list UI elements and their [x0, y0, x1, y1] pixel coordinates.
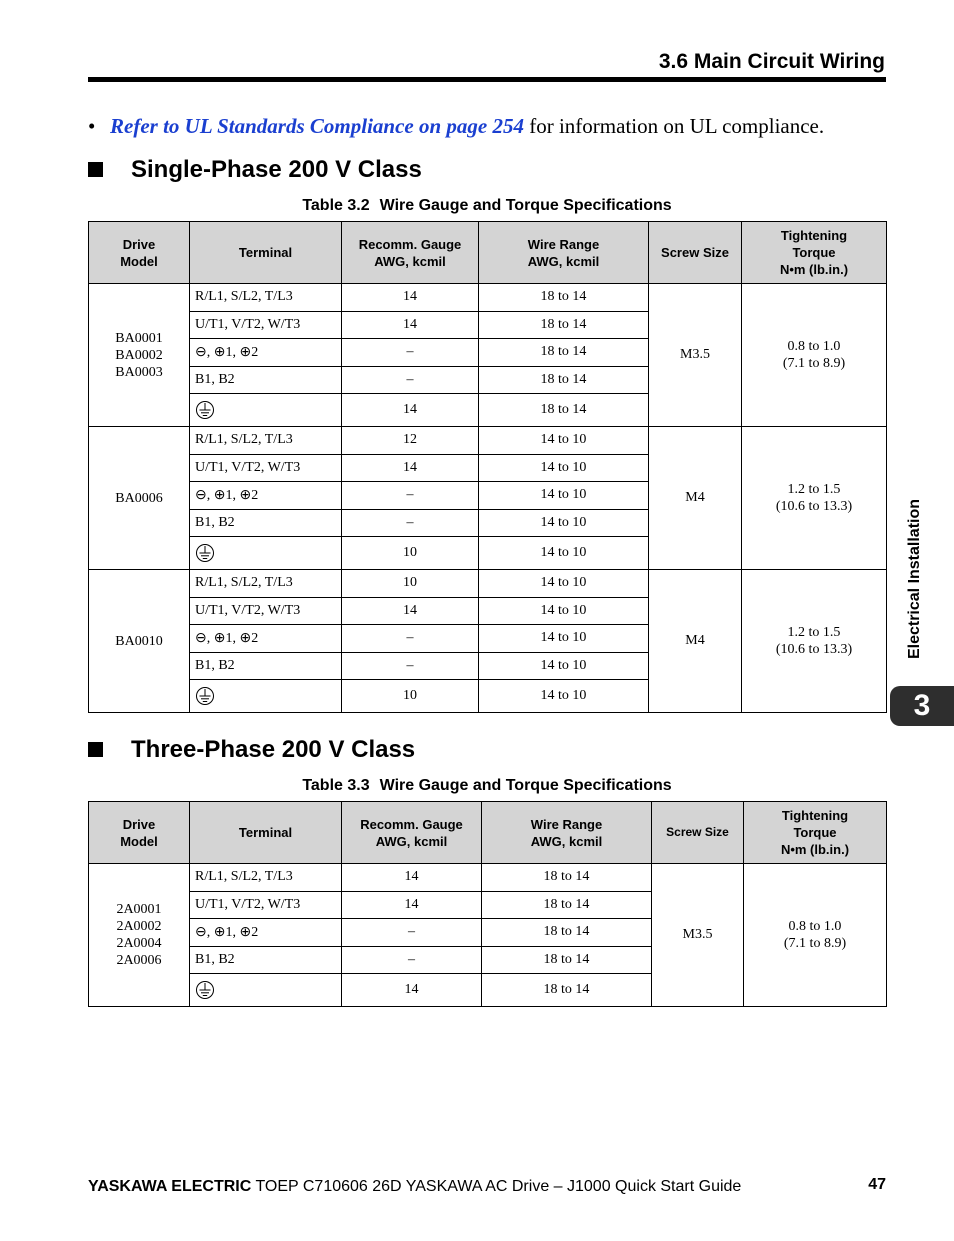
bullet: •: [88, 114, 96, 138]
terminal-cell: U/T1, V/T2, W/T3: [190, 891, 342, 919]
wire-range-cell: 18 to 14: [479, 311, 649, 339]
wire-range-header: Wire Range AWG, kcmil: [482, 802, 652, 864]
table-title: Wire Gauge and Torque Specifications: [379, 777, 672, 794]
ground-icon: [195, 543, 215, 563]
table-number: Table 3.2: [302, 197, 370, 214]
terminal-cell: B1, B2: [190, 366, 342, 394]
recomm-gauge-cell: 12: [342, 427, 479, 455]
recomm-gauge-cell: 10: [342, 680, 479, 713]
wire-range-cell: 14 to 10: [479, 625, 649, 653]
recomm-gauge-cell: 10: [342, 537, 479, 570]
terminal-cell: R/L1, S/L2, T/L3: [190, 570, 342, 598]
table-title: Wire Gauge and Torque Specifications: [379, 197, 672, 214]
terminal-cell: ⊖, ⊕1, ⊕2: [190, 482, 342, 510]
table-caption-3-2: [0, 197, 954, 215]
wire-range-cell: 14 to 10: [479, 652, 649, 680]
terminal-cell: U/T1, V/T2, W/T3: [190, 597, 342, 625]
wire-range-header: Wire Range AWG, kcmil: [479, 222, 649, 284]
terminal-cell: [190, 680, 342, 713]
screw-size-cell: M4: [649, 427, 742, 570]
recomm-gauge-cell: 10: [342, 570, 479, 598]
terminal-cell: B1, B2: [190, 946, 342, 974]
terminal-cell: B1, B2: [190, 509, 342, 537]
ground-icon: [195, 980, 215, 1000]
recomm-gauge-cell: 14: [342, 454, 479, 482]
footer: [88, 1178, 741, 1196]
note-text: for information on UL compliance.: [523, 114, 825, 138]
tightening-torque-cell: 1.2 to 1.5 (10.6 to 13.3): [742, 570, 887, 713]
recomm-gauge-cell: 14: [342, 311, 479, 339]
page-header-title: 3.6 Main Circuit Wiring: [658, 50, 885, 73]
recomm-gauge-cell: –: [342, 652, 479, 680]
recomm-gauge-cell: –: [342, 625, 479, 653]
drive-model-header: Drive Model: [89, 222, 190, 284]
tightening-torque-cell: 1.2 to 1.5 (10.6 to 13.3): [742, 427, 887, 570]
terminal-cell: [190, 394, 342, 427]
recomm-gauge-cell: 14: [342, 284, 479, 312]
recomm-gauge-cell: –: [342, 946, 482, 974]
table-number: Table 3.3: [302, 777, 370, 794]
wire-range-cell: 14 to 10: [479, 537, 649, 570]
side-tab-label: Electrical Installation: [906, 498, 923, 660]
square-bullet-icon: [88, 742, 103, 757]
wire-range-cell: 14 to 10: [479, 509, 649, 537]
footer-brand: YASKAWA ELECTRIC: [88, 1178, 252, 1195]
recomm-gauge-cell: –: [342, 366, 479, 394]
screw-size-cell: M3.5: [652, 864, 744, 1007]
recomm-gauge-cell: 14: [342, 864, 482, 892]
recomm-gauge-cell: –: [342, 509, 479, 537]
wire-range-cell: 18 to 14: [482, 864, 652, 892]
ground-icon: [195, 686, 215, 706]
wire-range-cell: 14 to 10: [479, 454, 649, 482]
tightening-torque-header: Tightening Torque N•m (lb.in.): [742, 222, 887, 284]
tightening-torque-header: Tightening Torque N•m (lb.in.): [744, 802, 887, 864]
drive-model-cell: BA0010: [89, 570, 190, 713]
wire-range-cell: 14 to 10: [479, 680, 649, 713]
drive-model-header: Drive Model: [89, 802, 190, 864]
terminal-cell: ⊖, ⊕1, ⊕2: [190, 625, 342, 653]
ul-compliance-note: [88, 114, 824, 139]
section-heading-text: Single-Phase 200 V Class: [131, 156, 422, 183]
recomm-gauge-cell: 14: [342, 597, 479, 625]
screw-size-header: Screw Size: [652, 802, 744, 864]
page-number: 47: [868, 1176, 886, 1193]
wire-range-cell: 18 to 14: [482, 919, 652, 947]
wire-range-cell: 18 to 14: [479, 394, 649, 427]
terminal-cell: [190, 537, 342, 570]
ul-standards-link[interactable]: Refer to UL Standards Compliance on page 254: [110, 114, 524, 138]
wire-range-cell: 14 to 10: [479, 482, 649, 510]
wire-range-cell: 18 to 14: [479, 284, 649, 312]
wire-range-cell: 18 to 14: [479, 339, 649, 367]
terminal-cell: B1, B2: [190, 652, 342, 680]
tightening-torque-cell: 0.8 to 1.0 (7.1 to 8.9): [744, 864, 887, 1007]
drive-model-cell: 2A0001 2A0002 2A0004 2A0006: [89, 864, 190, 1007]
terminal-cell: R/L1, S/L2, T/L3: [190, 864, 342, 892]
recomm-gauge-header: Recomm. Gauge AWG, kcmil: [342, 802, 482, 864]
wire-gauge-table-three-phase: [88, 801, 887, 1007]
section-heading-text: Three-Phase 200 V Class: [131, 736, 416, 763]
tightening-torque-cell: 0.8 to 1.0 (7.1 to 8.9): [742, 284, 887, 427]
wire-range-cell: 18 to 14: [479, 366, 649, 394]
terminal-cell: R/L1, S/L2, T/L3: [190, 427, 342, 455]
table-row: [89, 570, 887, 598]
terminal-cell: [190, 974, 342, 1007]
screw-size-header: Screw Size: [649, 222, 742, 284]
square-bullet-icon: [88, 162, 103, 177]
wire-range-cell: 18 to 14: [482, 946, 652, 974]
recomm-gauge-cell: 14: [342, 394, 479, 427]
screw-size-cell: M3.5: [649, 284, 742, 427]
wire-gauge-table-single-phase: [88, 221, 887, 713]
recomm-gauge-cell: –: [342, 919, 482, 947]
recomm-gauge-cell: –: [342, 339, 479, 367]
screw-size-cell: M4: [649, 570, 742, 713]
table-header-row: [89, 222, 887, 284]
section-heading-single-phase: [88, 156, 422, 184]
wire-range-cell: 18 to 14: [482, 891, 652, 919]
table-caption-3-3: [0, 777, 954, 795]
table-header-row: [89, 802, 887, 864]
table-row: [89, 427, 887, 455]
wire-range-cell: 14 to 10: [479, 570, 649, 598]
recomm-gauge-cell: 14: [342, 974, 482, 1007]
wire-range-cell: 14 to 10: [479, 597, 649, 625]
chapter-tab: 3: [890, 686, 954, 726]
drive-model-cell: BA0006: [89, 427, 190, 570]
recomm-gauge-cell: 14: [342, 891, 482, 919]
drive-model-cell: BA0001 BA0002 BA0003: [89, 284, 190, 427]
ground-icon: [195, 400, 215, 420]
terminal-header: Terminal: [190, 802, 342, 864]
footer-doc: TOEP C710606 26D YASKAWA AC Drive – J1000 Quick Start Guide: [251, 1178, 742, 1195]
wire-range-cell: 18 to 14: [482, 974, 652, 1007]
terminal-cell: U/T1, V/T2, W/T3: [190, 454, 342, 482]
terminal-header: Terminal: [190, 222, 342, 284]
recomm-gauge-cell: –: [342, 482, 479, 510]
table-row: [89, 284, 887, 312]
wire-range-cell: 14 to 10: [479, 427, 649, 455]
section-heading-three-phase: [88, 736, 415, 764]
recomm-gauge-header: Recomm. Gauge AWG, kcmil: [342, 222, 479, 284]
terminal-cell: U/T1, V/T2, W/T3: [190, 311, 342, 339]
header-rule: [88, 77, 886, 82]
terminal-cell: ⊖, ⊕1, ⊕2: [190, 339, 342, 367]
terminal-cell: R/L1, S/L2, T/L3: [190, 284, 342, 312]
table-row: [89, 864, 887, 892]
terminal-cell: ⊖, ⊕1, ⊕2: [190, 919, 342, 947]
